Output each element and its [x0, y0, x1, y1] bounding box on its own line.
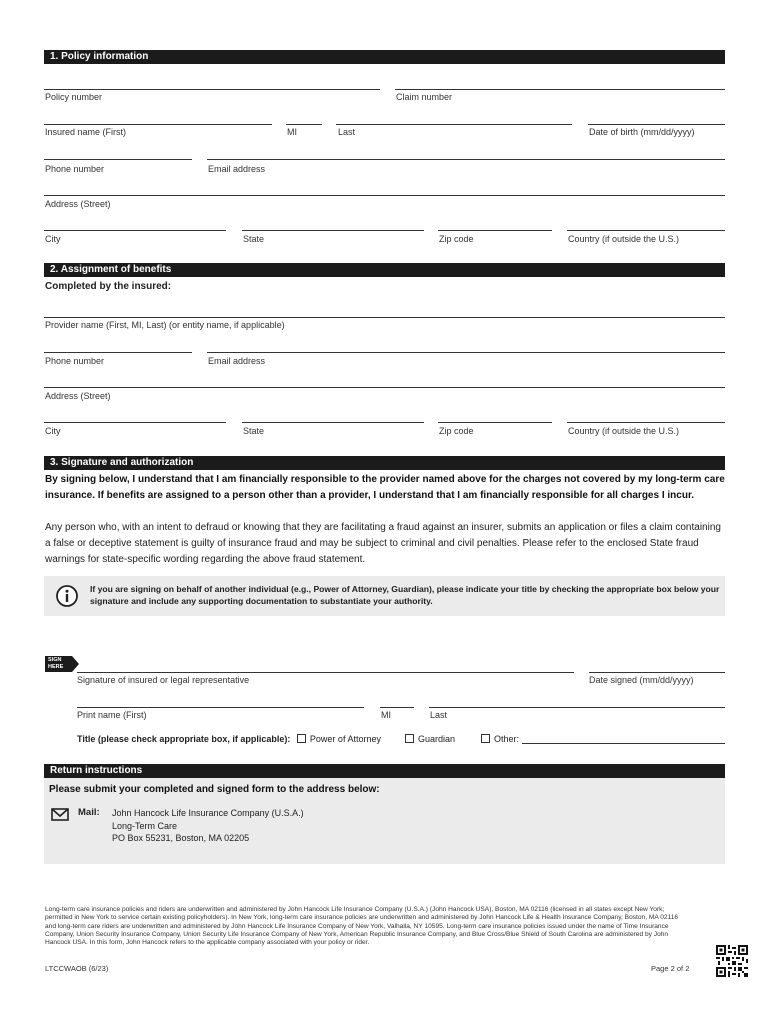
claim-number-field[interactable]: [395, 89, 725, 90]
print-first-label: Print name (First): [77, 710, 147, 720]
guardian-checkbox[interactable]: [405, 734, 414, 743]
signature-label: Signature of insured or legal representative: [77, 675, 250, 685]
provider-name-field[interactable]: [44, 317, 725, 318]
section-return-header: Return instructions: [44, 764, 725, 778]
section-signature-header: 3. Signature and authorization: [44, 456, 725, 470]
provider-zip-field[interactable]: [438, 422, 552, 423]
address-label: Address (Street): [45, 199, 111, 209]
provider-city-label: City: [45, 426, 61, 436]
guardian-label: Guardian: [418, 734, 456, 744]
provider-city-field[interactable]: [44, 422, 226, 423]
provider-phone-label: Phone number: [45, 356, 105, 366]
email-label: Email address: [208, 164, 266, 174]
title-row: [77, 734, 381, 744]
poa-label: Power of Attorney: [309, 734, 381, 744]
sign-here-line2: HERE: [48, 663, 64, 670]
info-box: [44, 576, 725, 616]
policy-number-label: Policy number: [45, 92, 103, 102]
other-label: Other:: [494, 734, 520, 744]
page-number: Page 2 of 2: [651, 964, 690, 973]
mail-address-line2: Long-Term Care: [112, 820, 178, 831]
other-field[interactable]: [522, 743, 725, 744]
info-icon: [56, 585, 78, 607]
provider-state-field[interactable]: [242, 422, 424, 423]
insured-mi-label: MI: [287, 127, 297, 137]
print-last-field[interactable]: [429, 707, 725, 708]
print-first-field[interactable]: [77, 707, 364, 708]
provider-state-label: State: [243, 426, 265, 436]
sign-here-line1: SIGN: [48, 657, 62, 663]
provider-zip-label: Zip code: [439, 426, 474, 436]
print-mi-field[interactable]: [380, 707, 414, 708]
phone-field[interactable]: [44, 159, 192, 160]
date-signed-field[interactable]: [589, 672, 725, 673]
other-checkbox[interactable]: [481, 734, 490, 743]
address-field[interactable]: [44, 195, 725, 196]
other-option: [481, 734, 519, 744]
country-field[interactable]: [567, 230, 725, 231]
state-field[interactable]: [242, 230, 424, 231]
state-label: State: [243, 234, 265, 244]
form-code: LTCCWAOB (6/23): [45, 964, 109, 973]
insured-mi-field[interactable]: [286, 124, 322, 125]
provider-address-label: Address (Street): [45, 391, 111, 401]
provider-email-label: Email address: [208, 356, 266, 366]
sign-here-tag: [45, 656, 79, 672]
print-last-label: Last: [430, 710, 448, 720]
return-instruction: Please submit your completed and signed form to the address below:: [49, 784, 380, 795]
provider-email-field[interactable]: [207, 352, 725, 353]
guardian-option: [405, 734, 455, 744]
claim-number-label: Claim number: [396, 92, 453, 102]
provider-name-label: Provider name (First, MI, Last) (or entity name, if applicable): [45, 320, 285, 330]
mail-icon: [51, 808, 69, 821]
provider-country-field[interactable]: [567, 422, 725, 423]
policy-number-field[interactable]: [44, 89, 380, 90]
provider-phone-field[interactable]: [44, 352, 192, 353]
provider-country-label: Country (if outside the U.S.): [568, 426, 680, 436]
insured-last-field[interactable]: [336, 124, 572, 125]
zip-label: Zip code: [439, 234, 474, 244]
mail-address-line1: John Hancock Life Insurance Company (U.S.A.): [112, 808, 304, 818]
footer-disclaimer: Long-term care insurance policies and riders are underwritten and administered by John Hancock Life Insurance Company (U.S.A.) (John Hancock USA), Boston, MA 02116 (licensed in all states except New York; permitted in New York to service certain existing policyholders). In New York, long-term care insurance policies are underwritten and administered by John Hancock Life & Health Insurance Company, Boston, MA 02116 and long-term care riders are underwritten and administered by John Hancock Life Insurance Company of New York, Valhalla, NY 10595. Long-term care insurance policies issued under the name of Time Insurance Company, Union Security Insurance Company, Union Security Life Insurance Company of New York, American Republic Insurance Company, and Blue Cross/Blue Shield of South Carolina are administered by John Hancock USA. In this form, John Hancock refers to the applicable company associated with your policy or rider.: [45, 906, 679, 947]
zip-field[interactable]: [438, 230, 552, 231]
city-field[interactable]: [44, 230, 226, 231]
return-box: [44, 778, 725, 864]
poa-checkbox[interactable]: [297, 734, 306, 743]
insured-first-label: Insured name (First): [45, 127, 127, 137]
phone-label: Phone number: [45, 164, 105, 174]
title-label: Title (please check appropriate box, if applicable):: [77, 734, 291, 744]
fraud-statement: Any person who, with an intent to defraud or knowing that they are facilitating a fraud against an insurer, submits an application or files a claim containing a false or deceptive statement is guilty of insurance fraud and may be subject to criminal and civil penalties. Please refer to the enclosed State fraud warnings for state-specific wording regarding the above fraud statement.: [45, 522, 721, 565]
date-signed-label: Date signed (mm/dd/yyyy): [589, 675, 694, 685]
print-mi-label: MI: [381, 710, 391, 720]
provider-address-field[interactable]: [44, 387, 725, 388]
city-label: City: [45, 234, 61, 244]
country-label: Country (if outside the U.S.): [568, 234, 680, 244]
mail-label: Mail:: [78, 807, 100, 818]
mail-address: [112, 807, 304, 845]
signature-field[interactable]: [77, 672, 574, 673]
insured-last-label: Last: [338, 127, 356, 137]
dob-label: Date of birth (mm/dd/yyyy): [589, 127, 695, 137]
section-assignment-header: 2. Assignment of benefits: [44, 263, 725, 277]
section-policy-header: 1. Policy information: [44, 50, 725, 64]
info-text: If you are signing on behalf of another individual (e.g., Power of Attorney, Guardian), please indicate your title by checking the appropriate box below your signature and include any supporting documentation to substantiate your authority.: [90, 584, 720, 606]
responsibility-statement: By signing below, I understand that I am financially responsible to the provider named above for the charges not covered by my long-term care insurance. If benefits are assigned to a person other than a provider, I understand that I am financially responsible for all charges I incur.: [45, 474, 725, 501]
insured-first-field[interactable]: [44, 124, 272, 125]
dob-field[interactable]: [588, 124, 725, 125]
qr-code-icon: [716, 945, 748, 977]
completed-by-text: Completed by the insured:: [45, 281, 172, 292]
mail-address-line3: PO Box 55231, Boston, MA 02205: [112, 833, 250, 843]
email-field[interactable]: [207, 159, 725, 160]
